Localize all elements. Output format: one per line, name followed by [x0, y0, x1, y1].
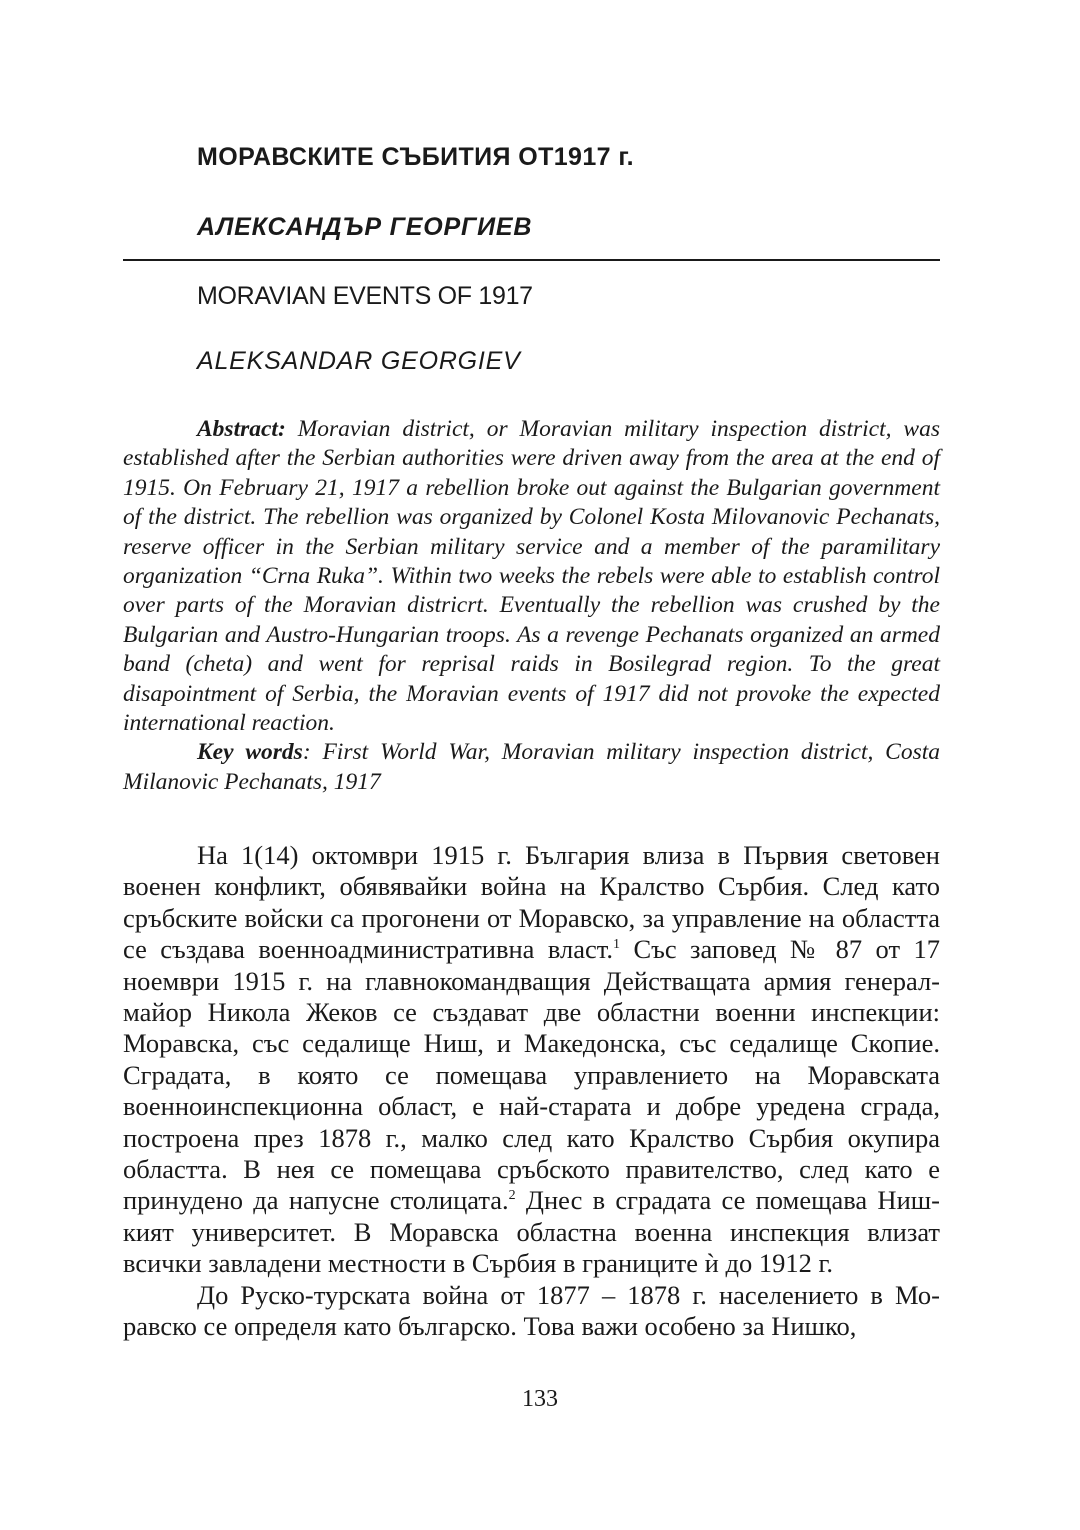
keywords-paragraph: [123, 738, 940, 797]
author-name-bg: АЛЕКСАНДЪР ГЕОРГИЕВ: [197, 213, 533, 241]
keywords-text: : First World War, Moravian military inspection district, Costa Milanovic Pechanats, 1917: [123, 739, 941, 795]
article-title-bg: МОРАВСКИТЕ СЪБИТИЯ ОТ1917 г.: [197, 143, 634, 171]
author-name-en: ALEKSANDAR GEORGIEV: [197, 347, 521, 375]
header-divider: [123, 259, 940, 261]
footnote-ref-2[interactable]: 2: [508, 1188, 516, 1204]
abstract-label: Abstract:: [197, 416, 286, 442]
abstract-text: Moravian district, or Moravian military inspection district, was established after the Serbian authorities were driven away from the area at the end of 1915. On February 21, 1917 a rebellion broke out against the Bulgarian government of the district. The rebellion was organized by Colonel Kosta Milovanovic Pechanats, reserve officer in the Serbian military service and a member of the paramilitary organization “Crna Ruka”. Within two weeks the rebels were able to establish control over parts of the Moravian districrt. Eventually the rebellion was crushed by the Bulgarian and Austro-Hungarian troops. As a revenge Pechanats organized an armed band (cheta) and went for reprisal raids in Bosilegrad region. To the great disapointment of Serbia, the Moravian events of 1917 did not provoke the expected international reaction.: [123, 416, 940, 737]
article-title-en: MORAVIAN EVENTS OF 1917: [197, 282, 533, 310]
body-paragraph-1: [123, 840, 940, 1280]
abstract-block: [123, 415, 940, 797]
body-paragraph-1-part-a: На 1(14) октомври 1915 г. България влиза в Първия световен военен конфликт, обявявайки война на Кралство Сърбия. След като сръбските войски са прогонени от Моравско, за управление на областта се създава военноадминистративна власт.: [123, 840, 940, 965]
body-text: [123, 840, 940, 1343]
body-paragraph-1-part-b: Със заповед № 87 от 17 ноември 1915 г. на главнокомандващия Действащата армия генерал-майор Никола Жеков се създават две областни военни инспекции: Моравска, със седалище Ниш, и Македонска, със седалище Скопие. Сградата, в която се помещава управлението на Моравската военноинспекционна област, е най-старата и добре уредена сграда, построена през 1878 г., малко след като Кралство Сърбия окупира областта. В нея се помещава сръбското правителство, след като е принудено да напусне столицата.: [123, 934, 940, 1216]
footnote-ref-1[interactable]: 1: [613, 937, 620, 953]
body-paragraph-1-part-c: Днес в сградата се помещава Нишкият университет. В Моравска областна военна инспекция влизат всички завладени местности в Сърбия в границите ѝ до 1912 г.: [123, 1185, 940, 1279]
abstract-paragraph: [123, 415, 940, 738]
keywords-label: Key words: [197, 739, 303, 766]
page-number: 133: [522, 1386, 558, 1412]
body-paragraph-2: До Руско-турската война от 1877 – 1878 г. населението в Моравско се определя като българско. Това важи особено за Нишко,: [123, 1279, 940, 1342]
